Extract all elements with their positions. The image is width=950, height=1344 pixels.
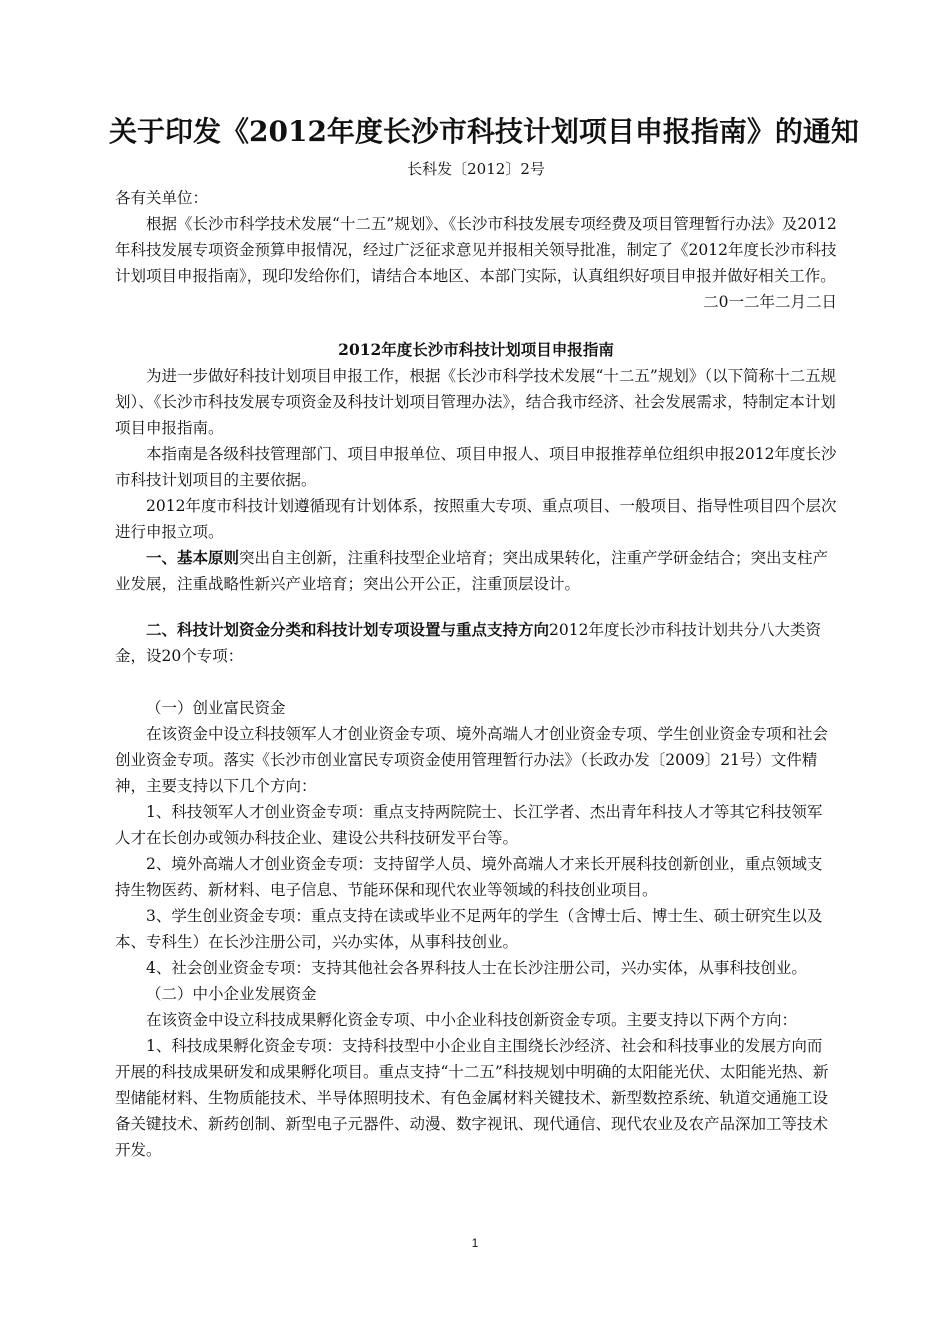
fund1-item: 2、境外高端人才创业资金专项：支持留学人员、境外高端人才来长开展科技创新创业，重点领域支持生物医药、新材料、电子信息、节能环保和现代农业等领域的科技创业项目。 [115, 855, 823, 899]
section2-heading: 二、科技计划资金分类和科技计划专项设置与重点支持方向 [146, 620, 550, 639]
principle-paragraph [115, 545, 837, 597]
principle-text: 突出自主创新，注重科技型企业培育；突出成果转化，注重产学研金结合；突出支柱产业发展，注重战略性新兴产业培育；突出公开公正，注重顶层设计。 [115, 549, 829, 593]
section2-text: 2012年度长沙市科技计划共分八大类资金，设20个专项： [115, 621, 821, 665]
spacer [115, 597, 837, 617]
spacer [115, 669, 837, 695]
salutation: 各有关单位： [115, 189, 209, 207]
fund1-item: 4、社会创业资金专项：支持其他社会各界科技人士在长沙注册公司，兴办实体，从事科技创业。 [146, 959, 807, 977]
fund2-intro: 在该资金中设立科技成果孵化资金专项、中小企业科技创新资金专项。主要支持以下两个方向： [146, 1011, 798, 1029]
document-title: 关于印发《2012年度长沙市科技计划项目申报指南》的通知 [109, 115, 859, 148]
fund1-intro: 在该资金中设立科技领军人才创业资金专项、境外高端人才创业资金专项、学生创业资金专项和社会创业资金专项。落实《长沙市创业富民专项资金使用管理暂行办法》（长政办发〔2009〕21号）文件精神，主要支持以下几个方向： [115, 725, 829, 795]
guide-paragraph-3: 2012年度市科技计划遵循现有计划体系，按照重大专项、重点项目、一般项目、指导性项目四个层次进行申报立项。 [115, 497, 837, 541]
fund1-item: 3、学生创业资金专项：重点支持在读或毕业不足两年的学生（含博士后、博士生、硕士研究生以及本、专科生）在长沙注册公司，兴办实体，从事科技创业。 [115, 907, 823, 951]
principle-heading: 一、基本原则 [146, 548, 240, 567]
document-number: 长科发〔2012〕2号 [407, 160, 545, 178]
fund1-heading: （一）创业富民资金 [146, 699, 286, 717]
document-page [109, 110, 859, 1163]
fund1-item: 1、科技领军人才创业资金专项：重点支持两院院士、长江学者、杰出青年科技人才等其它科技领军人才在长创办或领办科技企业、建设公共科技研发平台等。 [115, 803, 823, 847]
page-number: 1 [471, 1236, 479, 1250]
guide-paragraph-2: 本指南是各级科技管理部门、项目申报单位、项目申报人、项目申报推荐单位组织申报2012年度长沙市科技计划项目的主要依据。 [115, 445, 837, 489]
notice-date: 二0一二年二月二日 [703, 293, 837, 311]
notice-body: 根据《长沙市科学技术发展“十二五”规划》、《长沙市科技发展专项经费及项目管理暂行办法》及2012年科技发展专项资金预算申报情况，经过广泛征求意见并报相关领导批准，制定了《2012年度长沙市科技计划项目申报指南》，现印发给你们，请结合本地区、本部门实际，认真组织好项目申报并做好相关工作。 [115, 215, 837, 285]
guide-paragraph-1: 为进一步做好科技计划项目申报工作，根据《长沙市科学技术发展“十二五”规划》（以下简称十二五规划）、《长沙市科技发展专项资金及科技计划项目管理办法》，结合我市经济、社会发展需求，特制定本计划项目申报指南。 [115, 367, 837, 437]
section2-paragraph [115, 617, 837, 669]
fund2-item: 1、科技成果孵化资金专项：支持科技型中小企业自主围绕长沙经济、社会和科技事业的发展方向而开展的科技成果研发和成果孵化项目。重点支持“十二五”科技规划中明确的太阳能光伏、太阳能光热、新型储能材料、生物质能技术、半导体照明技术、有色金属材料关键技术、新型数控系统、轨道交通施工设备关键技术、新药创制、新型电子元器件、动漫、数字视讯、现代通信、现代农业及农产品深加工等技术开发。 [115, 1037, 829, 1159]
fund2-heading: （二）中小企业发展资金 [146, 985, 317, 1003]
guide-title: 2012年度长沙市科技计划项目申报指南 [338, 340, 614, 359]
